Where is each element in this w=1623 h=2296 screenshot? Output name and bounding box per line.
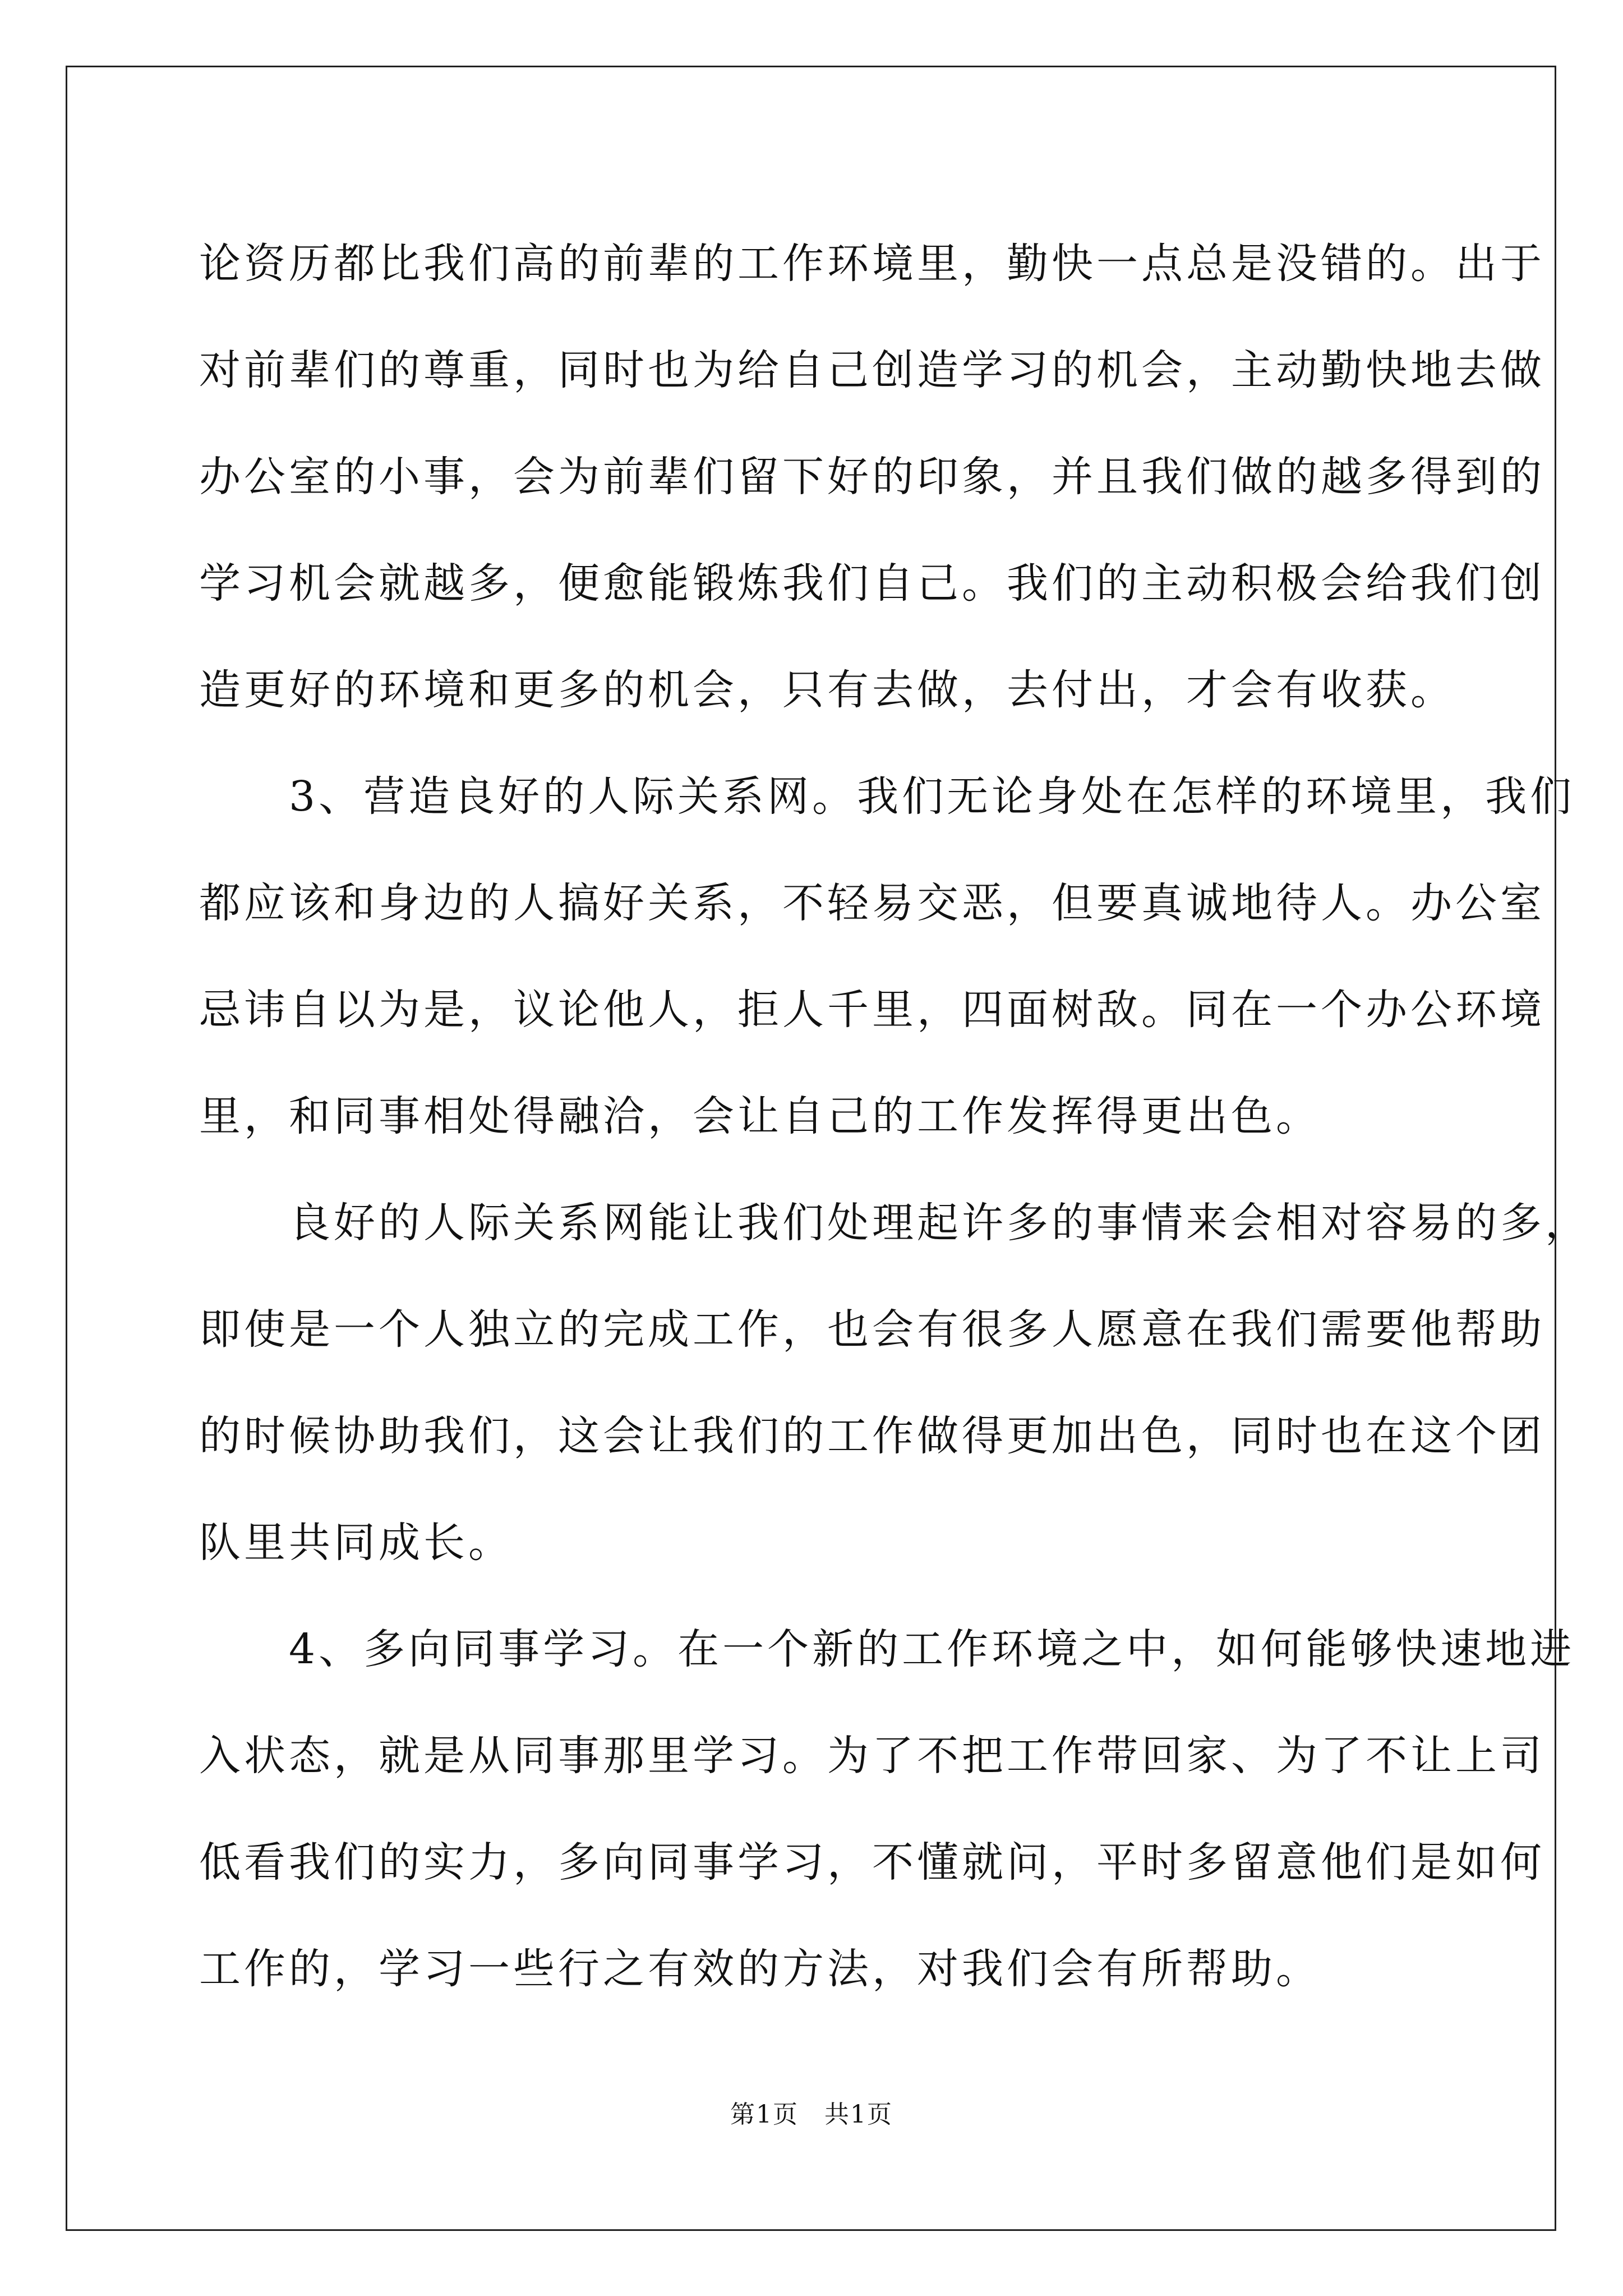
page-number-current: 第1页 [730, 2100, 799, 2129]
document-body [199, 210, 1590, 2022]
text-line: 办公室的小事，会为前辈们留下好的印象，并且我们做的越多得到的 [199, 453, 1545, 501]
page-footer [0, 2098, 1623, 2132]
text-line: 4、多向同事学习。在一个新的工作环境之中，如何能够快速地进 [199, 1625, 1575, 1673]
page-number-total: 共1页 [824, 2100, 893, 2129]
text-line: 工作的，学习一些行之有效的方法，对我们会有所帮助。 [199, 1945, 1321, 1993]
text-line: 3、营造良好的人际关系网。我们无论身处在怎样的环境里，我们 [199, 772, 1575, 821]
text-line: 论资历都比我们高的前辈的工作环境里，勤快一点总是没错的。出于 [199, 240, 1545, 288]
text-line: 都应该和身边的人搞好关系，不轻易交恶，但要真诚地待人。办公室 [199, 879, 1545, 927]
text-line: 良好的人际关系网能让我们处理起许多的事情来会相对容易的多， [199, 1199, 1590, 1247]
text-line: 入状态，就是从同事那里学习。为了不把工作带回家、为了不让上司 [199, 1732, 1545, 1780]
text-line: 里，和同事相处得融洽，会让自己的工作发挥得更出色。 [199, 1092, 1321, 1140]
text-line: 队里共同成长。 [199, 1519, 513, 1567]
text-line: 对前辈们的尊重，同时也为给自己创造学习的机会，主动勤快地去做 [199, 346, 1545, 394]
text-line: 学习机会就越多，便愈能锻炼我们自己。我们的主动积极会给我们创 [199, 559, 1545, 608]
text-line: 造更好的环境和更多的机会，只有去做，去付出，才会有收获。 [199, 666, 1455, 714]
text-line: 即使是一个人独立的完成工作，也会有很多人愿意在我们需要他帮助 [199, 1305, 1545, 1354]
text-line: 的时候协助我们，这会让我们的工作做得更加出色，同时也在这个团 [199, 1412, 1545, 1460]
text-line: 低看我们的实力，多向同事学习，不懂就问，平时多留意他们是如何 [199, 1838, 1545, 1887]
text-line: 忌讳自以为是，议论他人，拒人千里，四面树敌。同在一个办公环境 [199, 986, 1545, 1034]
